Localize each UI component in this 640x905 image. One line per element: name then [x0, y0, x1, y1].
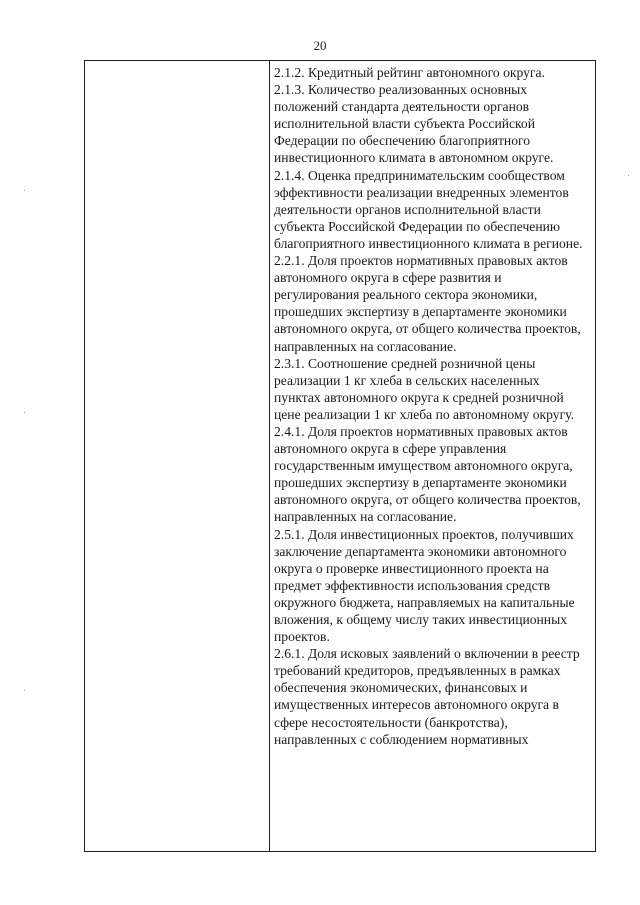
list-item: 2.1.2. Кредитный рейтинг автономного округа. — [274, 65, 545, 80]
table-right-cell — [270, 61, 595, 851]
list-item: 2.1.4. Оценка предпринимательским сообществом эффективности реализации внедренных элементов деятельности органов исполнительной власти субъекта Российской Федерации по обеспечению благоприятного инвестиционного климата в регионе. — [274, 167, 583, 251]
scan-mark — [24, 412, 25, 413]
list-item: 2.5.1. Доля инвестиционных проектов, получивших заключение департамента экономики автономного округа о проверке инвестиционного проекта на предмет эффективности использования средств окружного бюджета, направляемых на капитальные вложения, к общему числу таких инвестиционных проектов. — [274, 526, 575, 645]
page-number: 20 — [313, 38, 327, 53]
list-item: 2.2.1. Доля проектов нормативных правовых актов автономного округа в сфере развития и регулирования реального сектора экономики, прошедших экспертизу в департаменте экономики автономного округа, от общего количества проектов, направленных на согласование. — [274, 253, 581, 354]
scan-mark — [24, 690, 25, 691]
list-item: 2.6.1. Доля исковых заявлений о включении в реестр требований кредиторов, предъявленных в рамках обеспечения экономических, финансовых и имущественных интересов автономного округа в сфере несостоятельности (банкротства), направленных с соблюдением нормативных — [274, 646, 580, 747]
list-item: 2.4.1. Доля проектов нормативных правовых актов автономного округа в сфере управления государственным имуществом автономного округа, прошедших экспертизу в департаменте экономики автономного округа, от общего количества проектов, направленных на согласование. — [274, 423, 581, 525]
scan-mark — [24, 190, 25, 191]
table-left-cell — [85, 61, 270, 851]
list-item: 2.1.3. Количество реализованных основных положений стандарта деятельности органов исполнительной власти субъекта Российской Федерации по обеспечению благоприятного инвестиционного климата в автономном округе. — [274, 82, 554, 166]
list-item: 2.3.1. Соотношение средней розничной цены реализации 1 кг хлеба в сельских населенных пунктах автономного округа к средней розничной цене реализации 1 кг хлеба по автономному округу. — [274, 355, 574, 422]
scan-mark — [628, 175, 629, 176]
document-table — [84, 60, 596, 852]
